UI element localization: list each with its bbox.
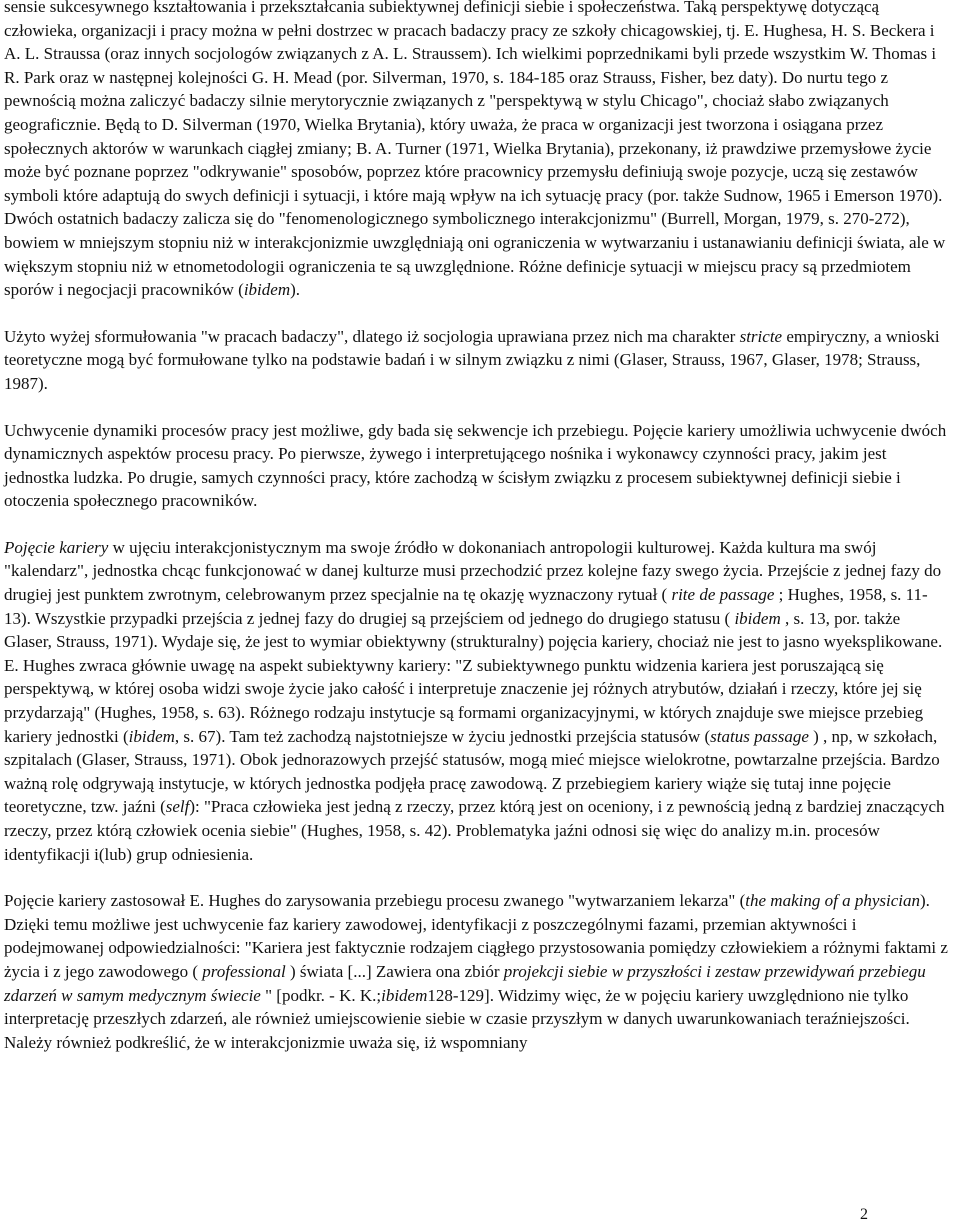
italic-text-run: projekcji siebie w przyszłości i zestaw przewidywań przebiegu zdarzeń w samym medycznym świecie	[4, 961, 926, 1005]
italic-text-run: rite de passage	[671, 585, 775, 605]
italic-text-run: professional	[202, 961, 286, 981]
text-run: ). Dzięki temu możliwe jest uchwycenie faz kariery zawodowej, identyfikacji z poszczególnymi fazami, przemian aktywności i podejmowanej odpowiedzialności: "Kariera jest faktycznie rodzajem ciągłego przystosowania pomiędzy człowiekiem a różnymi faktami z życia i z jego zawodowego (	[4, 891, 948, 981]
italic-text-run: ibidem	[128, 726, 175, 746]
italic-text-run: the making of a physician	[745, 891, 920, 911]
italic-text-run: status passage	[710, 726, 809, 746]
text-run: w ujęciu interakcjonistycznym ma swoje źródło w dokonaniach antropologii kulturowej. Każda kultura ma swój "kalendarz", jednostka chcąc funkcjonować w danej kulturze musi przechodzić przez kolejne fazy swego życia. Przejście z jednej fazy do drugiej jest punktem zwrotnym, celebrowanym przez specjalnie na tę okazję wyznaczony rytuał (	[4, 537, 942, 605]
page-number: 2	[860, 1206, 868, 1223]
text-run: Użyto wyżej sformułowania "w pracach badaczy", dlatego iż socjologia uprawiana przez nich ma charakter	[4, 326, 740, 346]
paragraph-5	[4, 889, 952, 1054]
paragraph-1	[4, 0, 952, 302]
text-run: ) , np, w szkołach, szpitalach (Glaser, Strauss, 1971). Obok jednorazowych przejść statusów, mogą mieć miejsce wielokrotne, powtarzalne przejścia. Bardzo ważną rolę odgrywają instytucje, w których jednostka podjęła pracę zawodową. Z przebiegiem kariery wiąże się tutaj inne pojęcie teoretyczne, tzw. jaźni (	[4, 726, 940, 817]
text-run: empiryczny, a wnioski teoretyczne mogą być formułowane tylko na podstawie badań i w silnym związku z nimi (Glaser, Strauss, 1967, Glaser, 1978; Strauss, 1987).	[4, 326, 940, 393]
paragraph-4	[4, 536, 952, 866]
text-run: " [podkr. - K. K.;	[260, 985, 382, 1005]
paragraph-2	[4, 325, 952, 396]
text-run: 128-129]. Widzimy więc, że w pojęciu kariery uwzględniono nie tylko interpretację przeszłych zdarzeń, ale również umiejscowienie siebie w czasie przyszłym w danych uwarunkowaniach teraźniejszości. Należy również podkreślić, że w interakcjonizmie uważa się, iż wspomniany	[4, 985, 910, 1052]
document-page	[4, 0, 952, 1077]
italic-text-run: Pojęcie kariery	[4, 537, 109, 557]
text-run: ).	[290, 280, 301, 300]
text-run: ) świata [...] Zawiera ona zbiór	[285, 961, 504, 981]
text-run: , s. 67). Tam też zachodzą najstotniejsze w życiu jednostki przejścia statusów (	[174, 726, 711, 746]
paragraph-3	[4, 419, 952, 513]
text-run: Pojęcie kariery zastosował E. Hughes do zarysowania przebiegu procesu zwanego "wytwarzaniem lekarza" (	[4, 891, 746, 911]
text-run: , s. 13, por. także Glaser, Strauss, 1971). Wydaje się, że jest to wymiar obiektywny (strukturalny) pojęcia kariery, chociaż nie jest to jasno wyeksplikowane. E. Hughes zwraca głównie uwagę na aspekt subiektywny kariery: "Z subiektywnego punktu widzenia kariera jest poruszającą się perspektywą, w której osoba widzi swoje życie jako całość i interpretuje znaczenie jej różnych atrybutów, działań i rzeczy, które jej się przydarzają" (Hughes, 1958, s. 63). Różnego rodzaju instytucje są formami organizacyjnymi, w których znajduje swe miejsce przebieg kariery jednostki (	[4, 608, 943, 746]
italic-text-run: ibidem	[381, 985, 428, 1005]
text-run: sensie sukcesywnego kształtowania i przekształcania subiektywnej definicji siebie i społeczeństwa. Taką perspektywę dotyczącą człowieka, organizacji i pracy można w pełni dostrzec w pracach badaczy pracy ze szkoły chicagowskiej, tj. E. Hughesa, H. S. Beckera i A. L. Straussa (oraz innych socjologów związanych z A. L. Straussem). Ich wielkimi poprzednikami byli przede wszystkim W. Thomas i R. Park oraz w następnej kolejności G. H. Mead (por. Silverman, 1970, s. 184-185 oraz Strauss, Fisher, bez daty). Do nurtu tego z pewnością można zaliczyć badaczy silnie merytorycznie związanych z "perspektywą w stylu Chicago", chociaż słabo związanych geograficznie. Będą to D. Silverman (1970, Wielka Brytania), który uważa, że praca w organizacji jest tworzona i osiągana przez społecznych aktorów w warunkach ciągłej zmiany; B. A. Turner (1971, Wielka Brytania), przekonany, iż prawdziwe przemysłowe życie może być poznane poprzez "odkrywanie" sposobów, poprzez które pracownicy przemysłu definiują swoje pozycje, uczą się zestawów symboli które adaptują do swych definicji i sytuacji, i które mają wpływ na ich sytuację pracy (por. także Sudnow, 1965 i Emerson 1970). Dwóch ostatnich badaczy zalicza się do "fenomenologicznego symbolicznego interakcjonizmu" (Burrell, Morgan, 1979, s. 270-272), bowiem w mniejszym stopniu niż w interakcjonizmie uwzględniają oni ograniczenia w wytwarzaniu i ustanawianiu definicji świata, ale w większym stopniu niż w etnometodologii ograniczenia te są uwzględnione. Różne definicje sytuacji w miejscu pracy są przedmiotem sporów i negocjacji pracowników (	[4, 0, 946, 300]
text-run: ): "Praca człowieka jest jedną z rzeczy, przez którą jest on oceniony, i z pewnością jedną z bardziej znaczących rzeczy, przez którą człowiek ocenia siebie" (Hughes, 1958, s. 42). Problematyka jaźni odnosi się więc do analizy m.in. procesów identyfikacji i(lub) grup odniesienia.	[4, 797, 945, 864]
italic-text-run: ibidem	[243, 280, 291, 300]
italic-text-run: self	[165, 797, 190, 817]
text-run: Uchwycenie dynamiki procesów pracy jest możliwe, gdy bada się sekwencje ich przebiegu. Pojęcie kariery umożliwia uchwycenie dwóch dynamicznych aspektów procesu pracy. Po pierwsze, żywego i interpretującego nośnika i wykonawcy czynności pracy, jakim jest jednostka ludzka. Po drugie, samych czynności pracy, które zachodzą w ścisłym związku z procesem subiektywnej definicji siebie i otoczenia społecznego pracowników.	[4, 420, 947, 511]
text-run: ; Hughes, 1958, s. 11-13). Wszystkie przypadki przejścia z jednej fazy do drugiej są przejściem od jednego do drugiego statusu (	[4, 585, 928, 628]
italic-text-run: ibidem	[734, 608, 781, 628]
italic-text-run: stricte	[739, 326, 783, 346]
